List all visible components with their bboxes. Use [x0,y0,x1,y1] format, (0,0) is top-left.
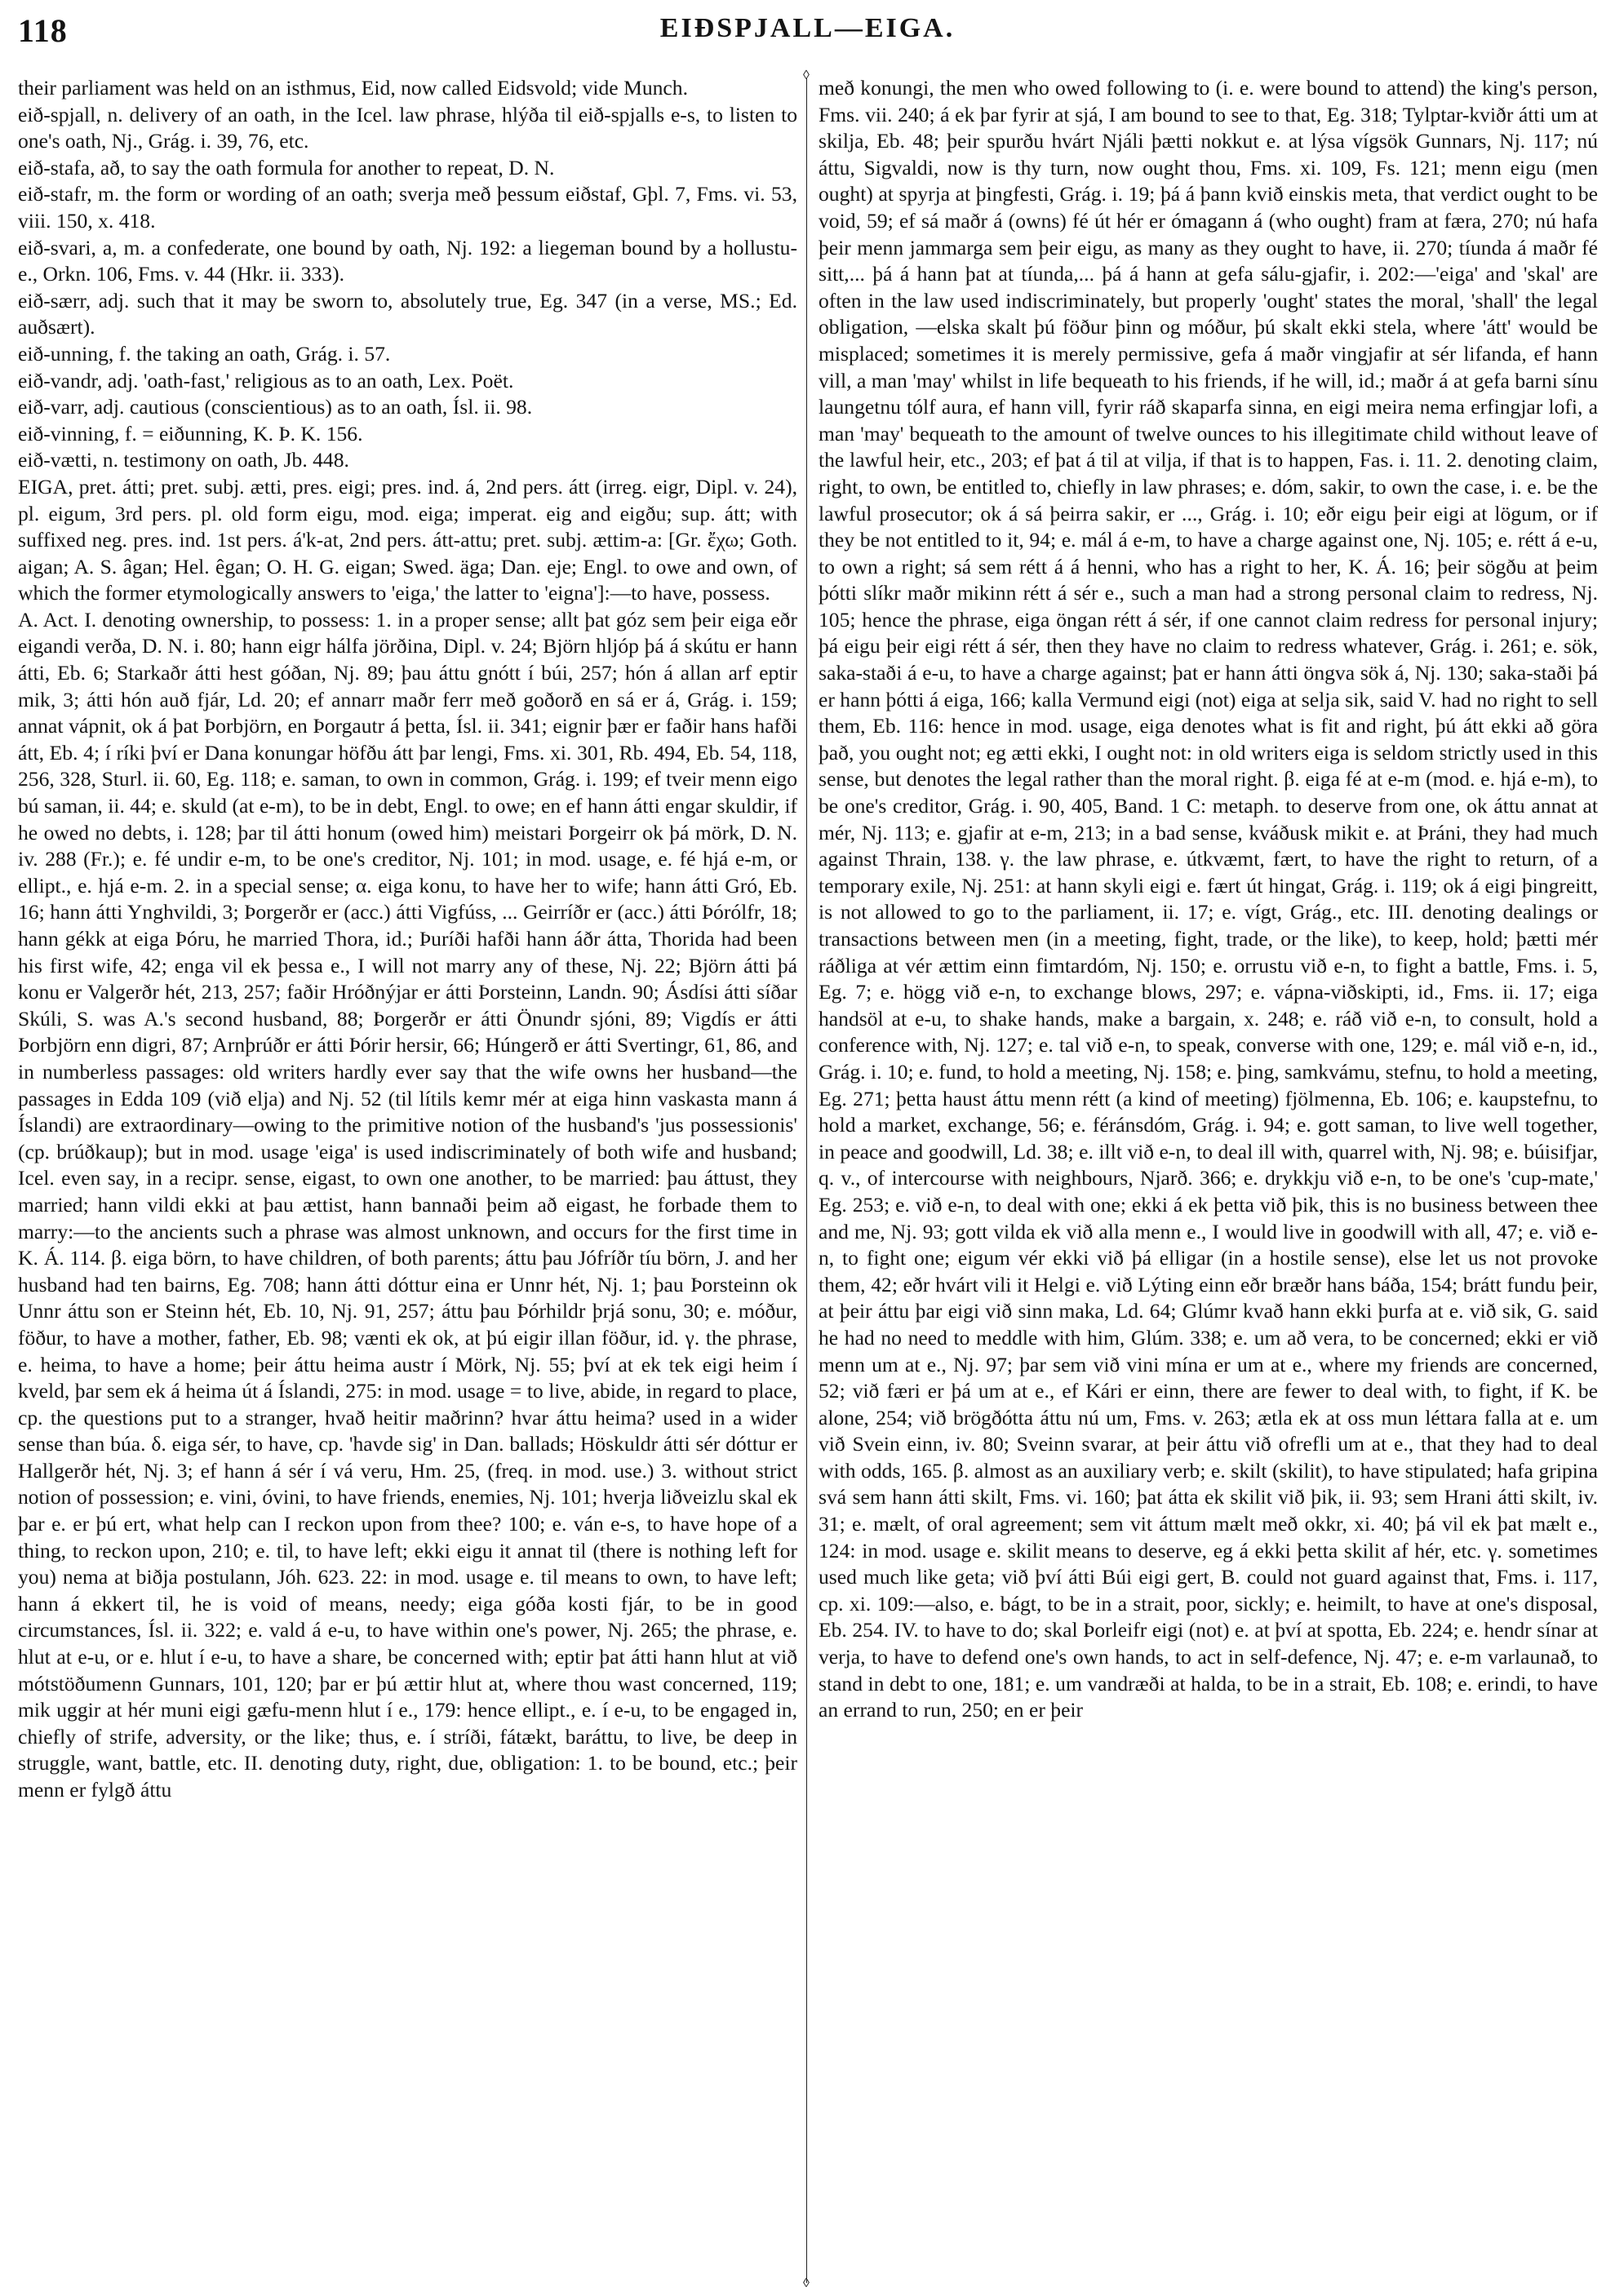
entry-eiga-sense-a: A. Act. I. denoting ownership, to possess: 1. in a proper sense; allt þat góz sem þeir eiga eðr eigandi verða, D. N. i. 80; hann eigr hálfa jörðina, Dipl. v. 24; Björn hljóp þá á skútu er hann átti, Eb. 6; Starkaðr átti hest góðan, Nj. 89; þau áttu gnótt í búi, 257; hón á allan arf eptir mik, 3; átti hón auð fjár, Ld. 20; ef annarr maðr ferr með goðorð en sá er á, Grág. i. 159; annat vápnit, ok á þat Þorbjörn, en Þorgautr á þetta, Ísl. ii. 341; eignir þær er faðir hans hafði átt, Eb. 4; í ríki því er Dana konungar höfðu átt þar lengi, Fms. xi. 301, Rb. 494, Eb. 54, 118, 256, 328, Sturl. ii. 60, Eg. 118; e. saman, to own in common, Grág. i. 199; ef tveir menn eigo bú saman, ii. 44; e. skuld (at e-m), to be in debt, Engl. to owe; en ef hann átti engar skuldir, if he owed no debts, i. 128; þar til átti honum (owed him) meistari Þorgeirr ok þá mörk, D. N. iv. 288 (Fr.); e. fé undir e-m, to be one's creditor, Nj. 101; in mod. usage, e. fé hjá e-m, or ellipt., e. hjá e-m. 2. in a special sense; α. eiga konu, to have her to wife; hann átti Gró, Eb. 16; hann átti Ynghvildi, 3; Þorgerðr er (acc.) átti Vigfúss, ... Geirríðr er (acc.) átti Þórólfr, 18; hann gékk at eiga Þóru, he married Thora, id.; Þuríði hafði hann áðr átta, Thorida had been his first wife, 42; enga vil ek þessa e., I will not marry any of these, Nj. 22; Björn átti þá konu er Valgerðr hét, 213, 257; faðir Hróðnýjar er átti Þorsteinn, Landn. 90; Ásdísi átti síðar Skúli, S. was A.'s second husband, 88; Þorgerðr er átti Önundr sjóni, 89; Vigdís er átti Þorbjörn enn digri, 87; Arnþrúðr er átti Þórir hersir, 66; Húngerð er átti Svertingr, 61, 86, and in numberless passages: old writers hardly ever say that the wife owns her husband—the passages in Edda 109 (við elja) and Nj. 52 (til lítils kemr mér at eiga hinn vaskasta mann á Íslandi) are extraordinary—owing to the primitive notion of the husband's 'jus possessionis' (cp. brúðkaup); but in mod. usage 'eiga' is used indiscriminately of both wife and husband; Icel. even say, in a recipr. sense, eigast, to own one another, to be married: þau áttust, they married; hann vildi ekki at þau ættist, hann bannaði þeim að eigast, he forbade them to marry:—to the ancients such a phrase was almost unknown, and occurs for the first time in K. Á. 114. β. eiga börn, to have children, of both parents; áttu þau Jófríðr tíu börn, J. and her husband had ten bairns, Eg. 708; hann átti dóttur eina er Unnr hét, Nj. 1; þau Þorsteinn ok Unnr áttu son er Steinn hét, Eb. 10, Nj. 91, 257; áttu þau Þórhildr þrjá sonu, 30; e. móður, föður, to have a mother, father, Eb. 98; vænti ek ok, at þú eigir illan föður, id. γ. the phrase, e. heima, to have a home; þeir áttu heima austr í Mörk, Nj. 55; því at ek tek eigi heim í kveld, þar sem ek á heima út á Íslandi, 275: in mod. usage = to live, abide, in regard to place, cp. the questions put to a stranger, hvað heitir maðrinn? hvar áttu heima? used in a wider sense than búa. δ. eiga sér, to have, cp. 'havde sig' in Dan. ballads; Höskuldr átti sér dóttur er Hallgerðr hét, Nj. 3; ef hann á sér í vá veru, Hm. 25, (freq. in mod. use.) 3. without strict notion of possession; e. vini, óvini, to have friends, enemies, Nj. 101; hverja liðveizlu skal ek þar e. er þú ert, what help can I reckon upon from thee? 100; e. ván e-s, to have hope of a thing, to reckon upon, 210; e. til, to have left; ekki eigu it annat til (there is nothing left for you) nema at biðja postulann, Jóh. 623. 22: in mod. usage e. til means to own, to have left; hann á ekkert til, he is void of means, needy; eiga góða kosti fjár, to be in good circumstances, Ísl. ii. 322; e. vald á e-u, to have within one's power, Nj. 265; the phrase, e. hlut at e-u, or e. hlut í e-u, to have a share, be concerned with; eptir þat átti hann hlut at við mótstöðumenn Gunnars, 101, 120; þar er þú ættir hlut at, where thou wast concerned, 119; mik uggir at hér muni eigi gæfu-menn hlut í e., 179: hence ellipt., e. í e-u, to be engaged in, chiefly of strife, adversity, or the like; thus, e. í stríði, fátækt, baráttu, to live, be deep in struggle, want, battle, etc. II. denoting duty, right, due, obligation: 1. to be bound, etc.; þeir menn er fylgð áttu [18,607,797,1802]
entry-eid-saerr: eið-særr, adj. such that it may be sworn to, absolutely true, Eg. 347 (in a verse, MS.; Ed. auðsært). [18,288,797,339]
entry-eid-vinning: eið-vinning, f. = eiðunning, K. Þ. K. 156. [18,421,363,445]
headword-range: EIÐSPJALL—EIGA. [659,13,956,43]
entry-eid-spjall: eið-spjall, n. delivery of an oath, in the Icel. law phrase, hlýða til eið-spjalls e-s, to listen to one's oath, Nj., Grág. i. 39, 76, etc. [18,102,797,153]
entry-eid-stafr: eið-stafr, m. the form or wording of an oath; sverja með þessum eiðstaf, Gþl. 7, Fms. vi. 53, viii. 150, x. 418. [18,182,797,233]
entry-eiga-head: EIGA, pret. átti; pret. subj. ætti, pres. eigi; pres. ind. á, 2nd pers. átt (irreg. eigr, Dipl. v. 24), pl. eigum, 3rd pers. pl. old form eigu, mod. eiga; imperat. eig and eigðu; sup. átt; with suffixed neg. pres. ind. 1st pers. á'k-at, 2nd pers. átt-attu; pret. subj. ættim-a: [Gr. ἔχω; Goth. aigan; A. S. âgan; Hel. êgan; O. H. G. eigan; Swed. äga; Dan. eje; Engl. to owe and own, of which the former etymologically answers to 'eiga,' the latter to 'eigna']:—to have, possess. [18,474,797,605]
column-rule [806,78,807,2283]
column-rule-bottom-ornament: ◊ [803,2276,810,2290]
entry-eid-stafa: eið-stafa, að, to say the oath formula for another to repeat, D. N. [18,155,555,180]
entry-eid-vaetti: eið-vætti, n. testimony on oath, Jb. 448. [18,448,349,472]
entry-eid-unning: eið-unning, f. the taking an oath, Grág. i. 57. [18,341,391,366]
running-head [18,11,1597,60]
right-column [819,75,1598,2283]
entry-eiga-continued: með konungi, the men who owed following to (i. e. were bound to attend) the king's person, Fms. vii. 240; á ek þar fyrir at sjá, I am bound to see to that, Eg. 318; Tylptar-kviðr átti um at skilja, Eb. 48; þeir spurðu hvárt Njáli þætti nokkut e. at lýsa vígsök Gunnars, Nj. 117; nú áttu, Sigvaldi, now is thy turn, now ought thou, Fms. xi. 109, Fs. 121; menn eigu (men ought) at spyrja at þingfesti, Grág. i. 19; þá á þann kvið einskis meta, that verdict ought to be void, 59; ef sá maðr á (owns) fé út hér er ómagann á (who ought) fram at færa, 270; nú hafa þeir menn jammarga sem þeir eigu, as many as they ought to have, ii. 270; tíunda á maðr fé sitt,... þá á hann þat at tíunda,... þá á hann at gefa sálu-gjafir, i. 202:—'eiga' and 'skal' are often in the law used indiscriminately, but properly 'ought' states the moral, 'shall' the legal obligation, —elska skalt þú föður þinn og móður, þú skalt ekki stela, where 'átt' would be misplaced; sometimes it is merely permissive, gefa á maðr vingjafir at sér lifanda, ef hann vill, a man 'may' whilst in life bequeath to his friends, if he will, id.; maðr á at gefa barni sínu laungetnu tólf aura, ef hann vill, fyrir ráð skaparfa sinna, en eigi meira nema erfingjar lofi, a man 'may' bequeath to the amount of twelve ounces to his illegitimate child without leave of the lawful heir, etc., 203; ef þat á til at vilja, if that is to happen, Fas. i. 11. 2. denoting claim, right, to own, be entitled to, chiefly in law phrases; e. dóm, sakir, to own the case, i. e. be the lawful prosecutor; ok á sá þeirra sakir, er ..., Grág. i. 10; eðr eigu þeir eigi at lögum, or if they be not entitled to it, 94; e. mál á e-m, to have a charge against one, Nj. 105; e. rétt á e-u, to own a right; sá sem rétt á á henni, who has a right to her, K. Á. 16; þeir sögðu at þeim þótti slíkr maðr mikinn rétt á sér e., such a man had a strong personal claim to redress, Nj. 105; hence the phrase, eiga öngan rétt á sér, if one cannot claim redress for personal injury; þá eigu þeir eigi rétt á sér, then they have no claim to redress whatever, Grág. i. 261; e. sök, saka-staði á e-u, to have a charge against; þat er hann átti öngva sök á, Nj. 130; saka-staði þá er hann þótti á eiga, 166; kalla Vermund eigi (not) eiga at selja sik, said V. had no right to sell them, Eb. 116: hence in mod. usage, eiga denotes what is fit and right, þú átt ekki að göra það, you ought not; eg ætti ekki, I ought not: in old writers eiga is seldom strictly used in this sense, but denotes the legal rather than the moral right. β. eiga fé at e-m (mod. e. hjá e-m), to be one's creditor, Grág. i. 90, 405, Band. 1 C: metaph. to deserve from one, ok áttu annat at mér, Nj. 113; e. gjafir at e-m, 213; in a bad sense, kváðusk mikit e. at Þráni, they had much against Thrain, 138. γ. the law phrase, e. útkvæmt, fært, to have the right to return, of a temporary exile, Nj. 251: at hann skyli eigi e. fært út hingat, Grág. i. 119; ok á eigi þingreitt, is not allowed to go to the parliament, ii. 17; e. vígt, Grág., etc. III. denoting dealings or transactions between men (in a meeting, fight, trade, or the like), to keep, hold; þætti mér ráðliga at vér ættim einn fimtardóm, Nj. 150; e. orrustu við e-n, to fight a battle, Fms. i. 5, Eg. 7; e. högg við e-n, to exchange blows, 297; e. vápna-viðskipti, id., Fms. ii. 17; eiga handsöl at e-u, to shake hands, make a bargain, x. 248; e. ráð við e-n, to consult, hold a conference with, Nj. 127; e. tal við e-n, to speak, converse with one, 129; e. mál við e-n, id., Grág. i. 10; e. fund, to hold a meeting, Nj. 158; e. þing, samkvámu, stefnu, to hold a meeting, Eg. 271; þetta haust áttu menn rétt (a kind of meeting) fjölmenna, Eb. 106; e. kaupstefnu, to hold a market, exchange, 56; e. féránsdóm, Grág. i. 94; e. gott saman, to live well together, in peace and goodwill, Ld. 38; e. illt við e-n, to deal ill with, quarrel with, Nj. 98; e. búisifjar, q. v., of intercourse with neighbours, Njarð. 366; e. drykkju við e-n, to be one's 'cup-mate,' Eg. 253; e. við e-n, to deal with one; ekki á ek þetta við þik, this is no business between thee and me, Nj. 93; gott vilda ek við alla menn e., I would live in goodwill with all, 47; e. við e-n, to fight one; eigum vér ekki við þá elligar (in a hostile sense), else let us not provoke them, 42; eðr hvárt vili it Helgi e. við Lýting einn eðr bræðr hans báða, 154; brátt fundu þeir, at þeir áttu þar eigi við sinn maka, Ld. 64; Glúmr kvað hann ekki þurfa at e. við sik, G. said he had no need to meddle with him, Glúm. 338; e. um að vera, to be concerned; ekki er við menn um at e., Nj. 97; þar sem við vini mína er um at e., where my friends are concerned, 52; við færi er þá um at e., ef Kári er einn, there are fewer to deal with, to fight, if K. be alone, 254; við brögðótta áttu nú um, Fms. v. 263; ætla ek at oss mun léttara falla at e. um við Svein einn, iv. 80; Sveinn svarar, at þeir áttu við ofrefli um at e., that they had to deal with odds, 165. β. almost as an auxiliary verb; e. skilt (skilit), to have stipulated; hafa gripina svá sem hann átti skilt, Fms. vi. 160; þat átta ek skilit við þik, ii. 93; sem Hrani átti skilt, iv. 31; e. mælt, of oral agreement; sem vit áttum mælt með okkr, xi. 40; þá vil ek þat mælt e., 124: in mod. usage e. skilit means to deserve, eg á ekki þetta skilit af hér, etc. γ. sometimes used much like geta; við því átti Búi eigi gert, B. could not guard against that, Fms. i. 117, cp. xi. 109:—also, e. bágt, to be in a strait, poor, sickly; e. heimilt, to have at one's disposal, Eb. 254. IV. to have to do; skal Þorleifr eigi (not) e. at því at spotta, Eb. 224; e. hendr sínar at verja, to have to defend one's own hands, to act in self-defence, Nj. 47; e. e-m varlaunað, to stand in debt to one, 181; e. um vandræði at halda, to be in a strait, Eb. 108; e. erindi, to have an errand to run, 250; en er þeir [819,76,1598,1722]
column-rule-top-ornament: ◊ [803,69,810,82]
left-column [18,75,797,2283]
page-number: 118 [18,12,68,49]
entry-eid-varr: eið-varr, adj. cautious (conscientious) as to an oath, Ísl. ii. 98. [18,395,533,419]
entry-eid-svari: eið-svari, a, m. a confederate, one bound by oath, Nj. 192: a liegeman bound by a hollustu-e., Orkn. 106, Fms. v. 44 (Hkr. ii. 333). [18,235,797,286]
entry-eid-vandr: eið-vandr, adj. 'oath-fast,' religious as to an oath, Lex. Poët. [18,368,514,392]
entry-continuation-text: their parliament was held on an isthmus, Eid, now called Eidsvold; vide Munch. [18,76,688,100]
